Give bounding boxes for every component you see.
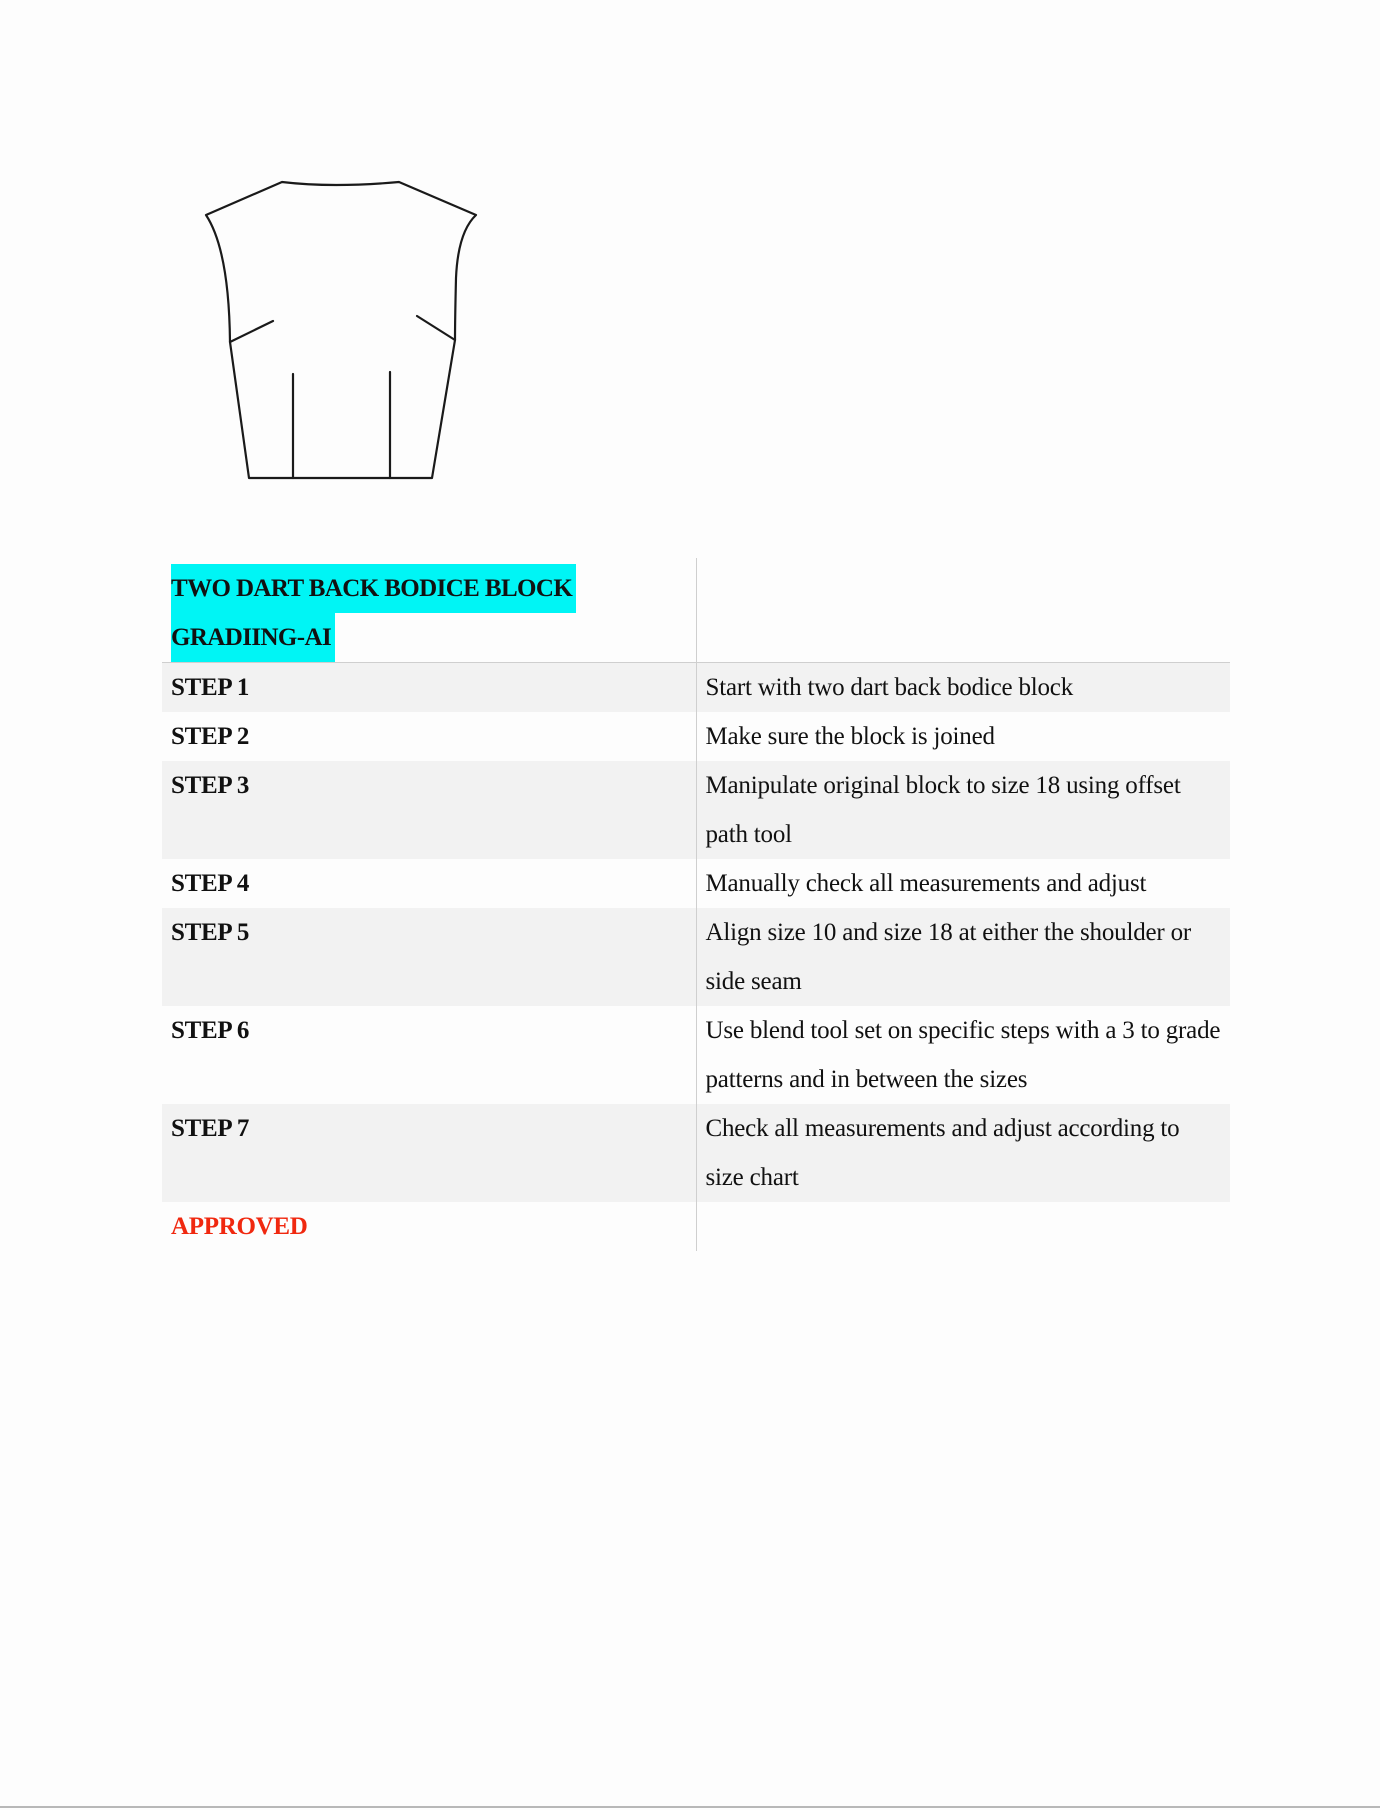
title-line-1: TWO DART BACK BODICE BLOCK	[171, 564, 576, 613]
step-label: STEP 1	[162, 663, 696, 713]
title-line-2: GRADIING-AI	[171, 613, 335, 662]
table-row	[162, 859, 1230, 908]
header-empty-cell	[696, 558, 1230, 663]
status-empty-cell	[696, 1202, 1230, 1251]
step-description: Start with two dart back bodice block	[696, 663, 1230, 713]
approved-status-label: APPROVED	[171, 1213, 308, 1240]
back-bodice-sketch-icon	[196, 170, 496, 490]
step-description: Make sure the block is joined	[705, 723, 995, 750]
grading-steps-table	[162, 558, 1230, 1251]
step-description: Use blend tool set on specific steps with a 3 to grade patterns and in between the sizes	[705, 1017, 1221, 1093]
step-description: Align size 10 and size 18 at either the shoulder or side seam	[696, 908, 1230, 1006]
table-row	[162, 761, 1230, 859]
step-description: Manipulate original block to size 18 using offset path tool	[696, 761, 1230, 859]
step-description: Check all measurements and adjust according to size chart	[696, 1104, 1230, 1202]
step-description: Manually check all measurements and adjust	[705, 870, 1147, 897]
table-row	[162, 1104, 1230, 1202]
step-label: STEP 3	[162, 761, 696, 859]
table-row	[162, 908, 1230, 1006]
step-label: STEP 4	[162, 859, 696, 908]
step-label: STEP 2	[162, 712, 696, 761]
document-title	[162, 558, 696, 663]
table-row	[162, 663, 1230, 713]
status-cell	[162, 1202, 696, 1251]
step-label: STEP 7	[162, 1104, 696, 1202]
table-row	[162, 712, 1230, 761]
step-label: STEP 5	[162, 908, 696, 1006]
status-row	[162, 1202, 1230, 1251]
table-row	[162, 1006, 1230, 1104]
step-label: STEP 6	[162, 1006, 696, 1104]
table-header-row	[162, 558, 1230, 663]
